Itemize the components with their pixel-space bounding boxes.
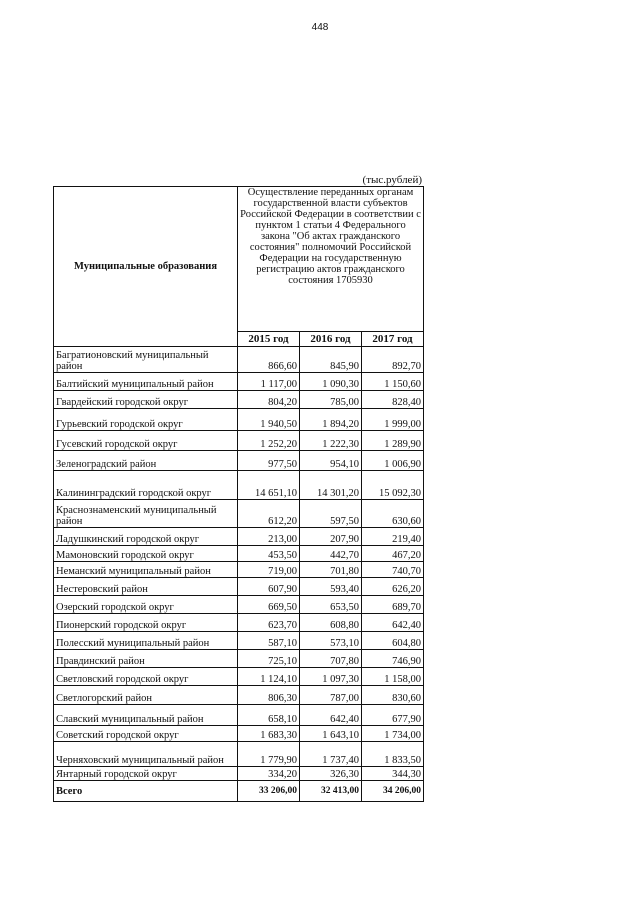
value-2015: 587,10 [238,632,300,650]
value-2017: 219,40 [362,528,424,546]
table-row [54,614,424,632]
value-2016: 608,80 [300,614,362,632]
row-name: Гусевский городской округ [54,431,238,451]
value-2016: 954,10 [300,451,362,471]
table-row [54,347,424,373]
year-header-2015: 2015 год [238,332,300,347]
value-2016: 597,50 [300,500,362,528]
table-row [54,546,424,562]
value-2016: 593,40 [300,578,362,596]
table-row [54,471,424,500]
value-2015: 719,00 [238,562,300,578]
value-2016: 207,90 [300,528,362,546]
year-header-2017: 2017 год [362,332,424,347]
value-2017: 344,30 [362,767,424,781]
value-2015: 453,50 [238,546,300,562]
table-row [54,409,424,431]
row-name: Гурьевский городской округ [54,409,238,431]
value-2015: 1 683,30 [238,726,300,742]
row-name: Светлогорский район [54,686,238,705]
table-row [54,650,424,668]
total-2017: 34 206,00 [362,781,424,802]
row-name: Полесский муниципальный район [54,632,238,650]
value-2016: 1 643,10 [300,726,362,742]
value-2015: 669,50 [238,596,300,614]
value-2016: 707,80 [300,650,362,668]
value-2017: 830,60 [362,686,424,705]
value-2016: 1 090,30 [300,373,362,391]
total-2016: 32 413,00 [300,781,362,802]
value-2017: 746,90 [362,650,424,668]
units-label: (тыс.рублей) [362,174,422,186]
value-2016: 701,80 [300,562,362,578]
table-row [54,391,424,409]
value-2017: 828,40 [362,391,424,409]
value-2015: 1 117,00 [238,373,300,391]
value-2015: 977,50 [238,451,300,471]
value-2015: 14 651,10 [238,471,300,500]
value-2017: 677,90 [362,705,424,726]
row-name: Мамоновский городской округ [54,546,238,562]
value-2015: 623,70 [238,614,300,632]
value-2016: 787,00 [300,686,362,705]
table-row [54,705,424,726]
table-row [54,500,424,528]
value-2017: 892,70 [362,347,424,373]
table-row [54,578,424,596]
table-row [54,686,424,705]
value-2015: 607,90 [238,578,300,596]
value-2017: 1 158,00 [362,668,424,686]
row-name: Неманский муниципальный район [54,562,238,578]
value-2016: 1 894,20 [300,409,362,431]
header-row [54,187,424,332]
row-name: Калининградский городской округ [54,471,238,500]
value-2016: 785,00 [300,391,362,409]
value-2015: 658,10 [238,705,300,726]
value-2017: 604,80 [362,632,424,650]
row-name: Советский городской округ [54,726,238,742]
value-2015: 725,10 [238,650,300,668]
value-2016: 442,70 [300,546,362,562]
value-2016: 1 097,30 [300,668,362,686]
value-2017: 1 006,90 [362,451,424,471]
row-name: Светловский городской округ [54,668,238,686]
page-number: 448 [311,22,329,33]
row-name: Балтийский муниципальный район [54,373,238,391]
table-row [54,632,424,650]
value-2015: 1 252,20 [238,431,300,451]
value-2017: 1 833,50 [362,742,424,767]
value-2016: 14 301,20 [300,471,362,500]
table-row [54,451,424,471]
row-name: Правдинский район [54,650,238,668]
table-row [54,431,424,451]
value-2017: 1 289,90 [362,431,424,451]
total-label: Всего [54,781,238,802]
value-2015: 1 779,90 [238,742,300,767]
value-2016: 1 737,40 [300,742,362,767]
value-2015: 866,60 [238,347,300,373]
value-2015: 612,20 [238,500,300,528]
total-row [54,781,424,802]
value-2017: 626,20 [362,578,424,596]
value-2015: 1 940,50 [238,409,300,431]
row-name: Славский муниципальный район [54,705,238,726]
value-2016: 326,30 [300,767,362,781]
value-2017: 689,70 [362,596,424,614]
value-2015: 1 124,10 [238,668,300,686]
row-name: Ладушкинский городской округ [54,528,238,546]
table-row [54,767,424,781]
row-name: Зеленоградский район [54,451,238,471]
municipal-header: Муниципальные образования [54,187,238,347]
table-row [54,596,424,614]
value-2016: 573,10 [300,632,362,650]
table-row [54,528,424,546]
value-2016: 642,40 [300,705,362,726]
row-name: Янтарный городской округ [54,767,238,781]
row-name: Краснознаменский муниципальный район [54,500,238,528]
value-2017: 642,40 [362,614,424,632]
value-2015: 804,20 [238,391,300,409]
value-2015: 334,20 [238,767,300,781]
value-2016: 845,90 [300,347,362,373]
row-name: Черняховский муниципальный район [54,742,238,767]
table-row [54,742,424,767]
row-name: Гвардейский городской округ [54,391,238,409]
row-name: Озерский городской округ [54,596,238,614]
value-2016: 653,50 [300,596,362,614]
value-2017: 630,60 [362,500,424,528]
row-name: Нестеровский район [54,578,238,596]
table-row [54,373,424,391]
budget-table [53,186,424,802]
value-2017: 1 999,00 [362,409,424,431]
value-2016: 1 222,30 [300,431,362,451]
table-body [54,347,424,781]
table-row [54,726,424,742]
value-2017: 1 150,60 [362,373,424,391]
total-2015: 33 206,00 [238,781,300,802]
year-header-2016: 2016 год [300,332,362,347]
row-name: Багратионовский муниципальный район [54,347,238,373]
row-name: Пионерский городской округ [54,614,238,632]
value-2015: 213,00 [238,528,300,546]
table-row [54,562,424,578]
value-2017: 15 092,30 [362,471,424,500]
value-2017: 1 734,00 [362,726,424,742]
value-2017: 740,70 [362,562,424,578]
value-2015: 806,30 [238,686,300,705]
measure-header: Осуществление переданных органам государственной власти субъектов Российской Федерации в соответствии с пунктом 1 статьи 4 Федерального закона "Об актах гражданского состояния" полномочий Российской Федерации на государственную регистрацию актов гражданского состояния 1705930 [238,187,424,332]
value-2017: 467,20 [362,546,424,562]
table-row [54,668,424,686]
